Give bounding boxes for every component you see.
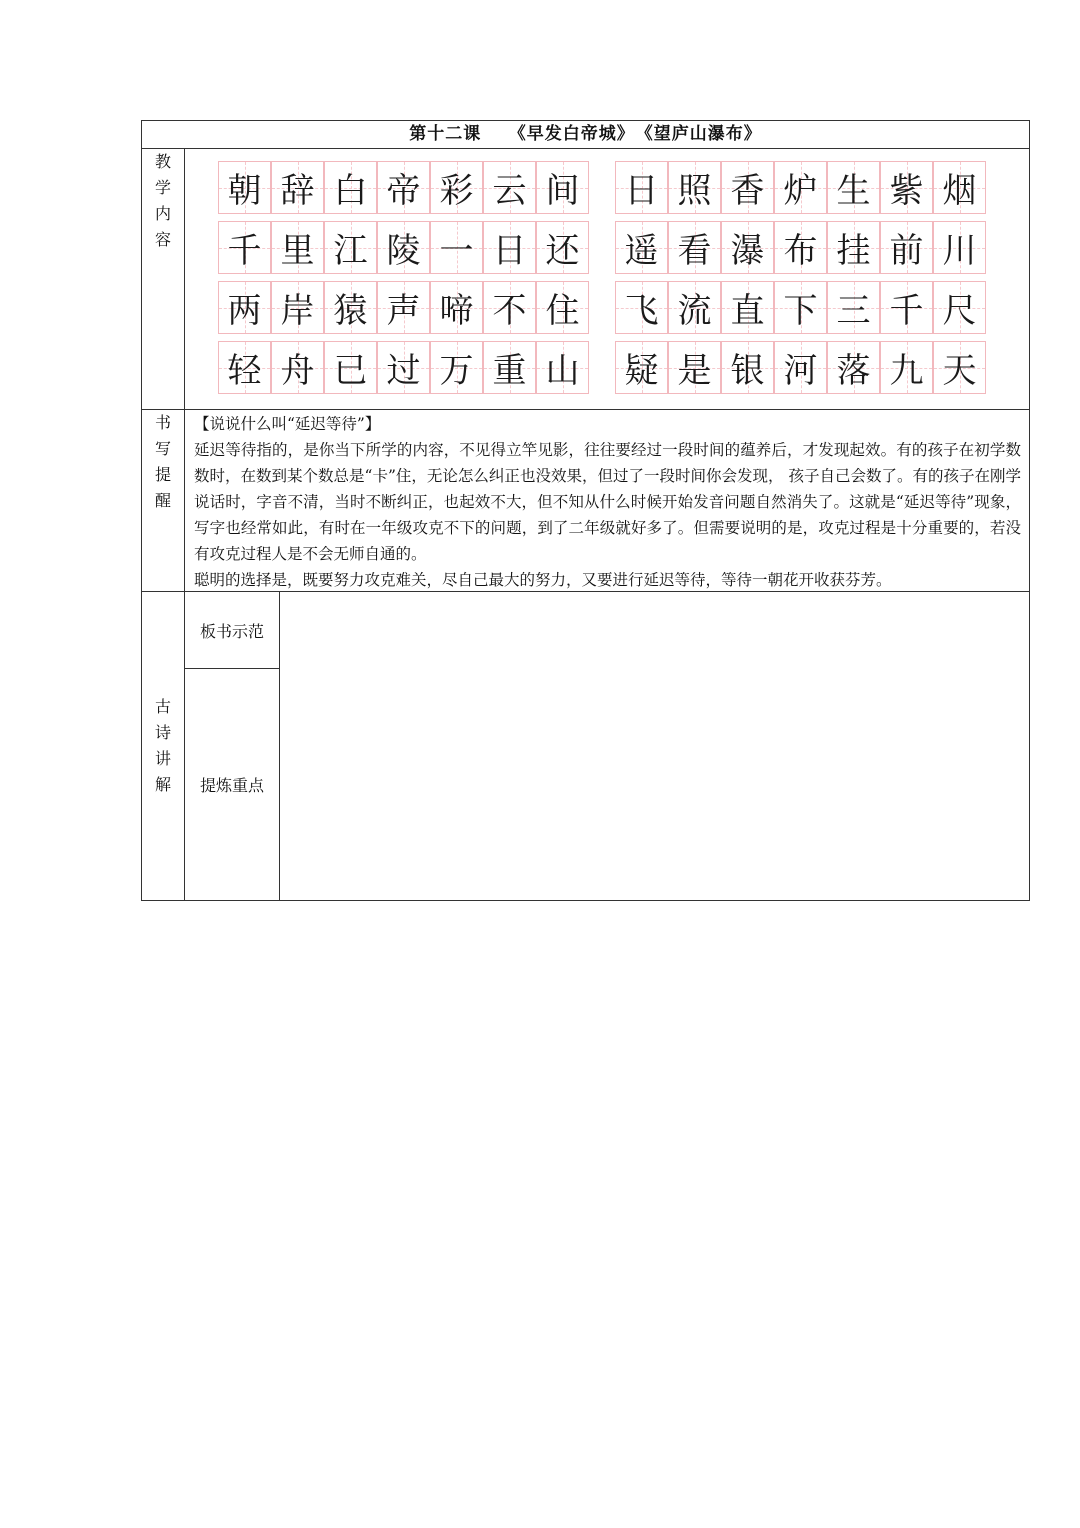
tianzige-cell xyxy=(774,281,827,334)
teaching-content-row xyxy=(142,149,1029,410)
practice-character: 舟 xyxy=(280,351,315,391)
poem-characters-left xyxy=(218,161,589,394)
label-char: 内 xyxy=(154,204,171,223)
tianzige-cell xyxy=(615,281,668,334)
tianzige-cell xyxy=(827,161,880,214)
tianzige-cell xyxy=(933,281,986,334)
practice-character: 飞 xyxy=(624,291,659,331)
tianzige-cell xyxy=(430,341,483,394)
practice-character: 生 xyxy=(836,171,871,211)
practice-character: 帝 xyxy=(386,171,421,211)
practice-character: 看 xyxy=(677,231,712,271)
tianzige-cell xyxy=(827,341,880,394)
practice-character: 前 xyxy=(889,231,924,271)
tianzige-cell xyxy=(218,221,271,274)
poem-characters-right xyxy=(615,161,986,394)
tianzige-cell xyxy=(536,221,589,274)
practice-character: 落 xyxy=(836,351,871,391)
practice-character: 照 xyxy=(677,171,712,211)
practice-character: 天 xyxy=(942,351,977,391)
tianzige-cell xyxy=(668,161,721,214)
practice-character: 云 xyxy=(492,171,527,211)
label-char: 教 xyxy=(154,152,171,171)
teaching-content-label xyxy=(142,149,185,409)
tianzige-cell xyxy=(536,341,589,394)
label-char: 诗 xyxy=(154,723,171,742)
practice-character: 尺 xyxy=(942,291,977,331)
practice-character: 香 xyxy=(730,171,765,211)
label-char: 讲 xyxy=(154,749,171,768)
practice-character: 河 xyxy=(783,351,818,391)
tianzige-cell xyxy=(880,281,933,334)
tianzige-cell xyxy=(483,161,536,214)
practice-character: 里 xyxy=(280,231,315,271)
practice-character: 一 xyxy=(439,231,474,271)
character-practice-area xyxy=(185,149,1029,409)
tianzige-cell xyxy=(218,281,271,334)
label-char: 提 xyxy=(154,465,171,484)
practice-character: 疑 xyxy=(624,351,659,391)
label-char: 学 xyxy=(154,178,171,197)
tianzige-cell xyxy=(933,341,986,394)
label-char: 容 xyxy=(154,230,171,249)
lesson-title: 第十二课 《早发白帝城》 《望庐山瀑布》 xyxy=(142,121,1029,149)
tianzige-cell xyxy=(721,161,774,214)
practice-character: 炉 xyxy=(783,171,818,211)
practice-character: 日 xyxy=(624,171,659,211)
practice-character: 烟 xyxy=(942,171,977,211)
label-char: 写 xyxy=(154,439,171,458)
practice-character: 挂 xyxy=(836,231,871,271)
tianzige-cell xyxy=(721,281,774,334)
practice-character: 间 xyxy=(545,171,580,211)
practice-character: 千 xyxy=(889,291,924,331)
writing-reminder-row xyxy=(142,410,1029,592)
practice-character: 两 xyxy=(227,291,262,331)
practice-character: 轻 xyxy=(227,351,262,391)
practice-character: 遥 xyxy=(624,231,659,271)
tianzige-cell xyxy=(324,221,377,274)
poem-explanation-row xyxy=(142,592,1029,900)
practice-character: 山 xyxy=(545,351,580,391)
practice-character: 下 xyxy=(783,291,818,331)
tianzige-cell xyxy=(933,161,986,214)
practice-character: 彩 xyxy=(439,171,474,211)
practice-character: 猿 xyxy=(333,291,368,331)
practice-character: 已 xyxy=(333,351,368,391)
tianzige-cell xyxy=(430,281,483,334)
tianzige-cell xyxy=(483,281,536,334)
practice-character: 岸 xyxy=(280,291,315,331)
reminder-paragraph: 聪明的选择是，既要努力攻克难关，尽自己最大的努力，又要进行延迟等待，等待一朝花开收获芬芳。 xyxy=(194,571,892,589)
practice-character: 辞 xyxy=(280,171,315,211)
tianzige-cell xyxy=(536,161,589,214)
tianzige-cell xyxy=(827,221,880,274)
tianzige-cell xyxy=(324,161,377,214)
board-demo-label: 板书示范 xyxy=(185,592,279,669)
practice-character: 重 xyxy=(492,351,527,391)
reminder-paragraph: 延迟等待指的，是你当下所学的内容，不见得立竿见影，往往要经过一段时间的蕴养后，才发现起效。有的孩子在初学数数时，在数到某个数总是“卡”住，无论怎么纠正也没效果，但过了一段时间你会发现， 孩子自己会数了。有的孩子在刚学说话时，字音不清，当时不断纠正，也起效不大，但不知从什么时候开始发音问题自然消失了。这就是“延迟等待”现象，写字也经常如此，有时在一年级攻克不下的问题，到了二年级就好多了。但需要说明的是，攻克过程是十分重要的，若没有攻克过程人是不会无师自通的。 xyxy=(194,441,1021,563)
practice-character: 万 xyxy=(439,351,474,391)
tianzige-cell xyxy=(615,341,668,394)
practice-character: 流 xyxy=(677,291,712,331)
practice-character: 陵 xyxy=(386,231,421,271)
tianzige-cell xyxy=(483,341,536,394)
tianzige-cell xyxy=(880,161,933,214)
poem-subsections xyxy=(185,592,280,900)
writing-reminder-label xyxy=(142,410,185,591)
reminder-heading: 【说说什么叫“延迟等待”】 xyxy=(194,415,381,433)
tianzige-cell xyxy=(324,281,377,334)
tianzige-cell xyxy=(774,221,827,274)
tianzige-cell xyxy=(218,161,271,214)
practice-character: 还 xyxy=(545,231,580,271)
practice-character: 千 xyxy=(227,231,262,271)
practice-character: 住 xyxy=(545,291,580,331)
key-points-label: 提炼重点 xyxy=(199,776,264,795)
tianzige-cell xyxy=(774,161,827,214)
tianzige-cell xyxy=(430,221,483,274)
tianzige-cell xyxy=(377,281,430,334)
practice-character: 啼 xyxy=(439,291,474,331)
practice-character: 九 xyxy=(889,351,924,391)
tianzige-cell xyxy=(271,281,324,334)
tianzige-cell xyxy=(377,221,430,274)
tianzige-cell xyxy=(933,221,986,274)
tianzige-cell xyxy=(377,161,430,214)
tianzige-cell xyxy=(827,281,880,334)
practice-character: 三 xyxy=(836,291,871,331)
label-char: 解 xyxy=(154,775,171,794)
practice-character: 银 xyxy=(730,351,765,391)
label-char: 醒 xyxy=(154,491,171,510)
tianzige-cell xyxy=(218,341,271,394)
tianzige-cell xyxy=(377,341,430,394)
practice-character: 直 xyxy=(730,291,765,331)
practice-character: 川 xyxy=(942,231,977,271)
tianzige-cell xyxy=(668,341,721,394)
tianzige-cell xyxy=(271,161,324,214)
poem-notes-area[interactable] xyxy=(280,592,1029,900)
tianzige-cell xyxy=(271,341,324,394)
practice-character: 江 xyxy=(333,231,368,271)
label-char: 书 xyxy=(154,413,171,432)
practice-character: 是 xyxy=(677,351,712,391)
tianzige-cell xyxy=(721,221,774,274)
tianzige-cell xyxy=(774,341,827,394)
tianzige-cell xyxy=(615,221,668,274)
practice-character: 白 xyxy=(333,171,368,211)
practice-character: 过 xyxy=(386,351,421,391)
reminder-text xyxy=(185,410,1029,591)
tianzige-cell xyxy=(324,341,377,394)
tianzige-cell xyxy=(430,161,483,214)
tianzige-cell xyxy=(721,341,774,394)
tianzige-cell xyxy=(880,341,933,394)
practice-character: 日 xyxy=(492,231,527,271)
practice-character: 瀑 xyxy=(730,231,765,271)
tianzige-cell xyxy=(483,221,536,274)
practice-character: 声 xyxy=(386,291,421,331)
tianzige-cell xyxy=(880,221,933,274)
tianzige-cell xyxy=(615,161,668,214)
tianzige-cell xyxy=(271,221,324,274)
practice-character: 朝 xyxy=(227,171,262,211)
lesson-table xyxy=(141,120,1030,901)
tianzige-cell xyxy=(668,281,721,334)
label-char: 古 xyxy=(154,697,171,716)
tianzige-cell xyxy=(536,281,589,334)
practice-character: 布 xyxy=(783,231,818,271)
tianzige-cell xyxy=(668,221,721,274)
practice-character: 紫 xyxy=(889,171,924,211)
practice-character: 不 xyxy=(492,291,527,331)
poem-explanation-label xyxy=(142,592,185,900)
